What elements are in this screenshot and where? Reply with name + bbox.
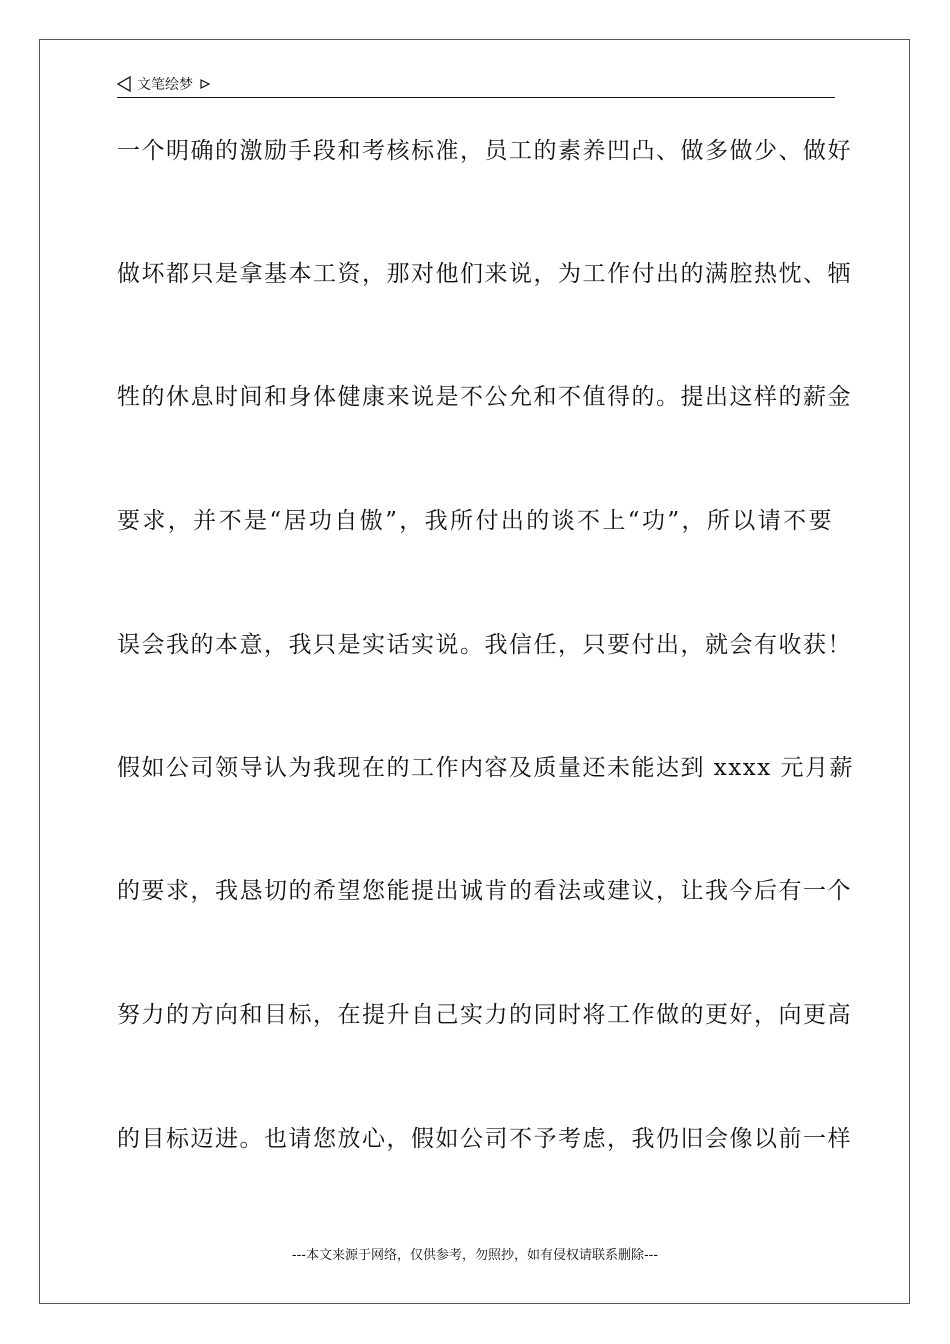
header-title: 文笔绘梦 <box>137 77 193 93</box>
paragraph-line: 努力的方向和目标，在提升自己实力的同时将工作做的更好，向更高 <box>117 1002 852 1028</box>
footer-disclaimer: ---本文来源于网络，仅供参考，勿照抄，如有侵权请联系删除--- <box>291 1248 659 1263</box>
paragraph-line: 的目标迈进。也请您放心，假如公司不予考虑，我仍旧会像以前一样 <box>117 1126 852 1152</box>
triangle-left-icon <box>117 76 131 92</box>
header-divider <box>117 97 835 98</box>
triangle-right-icon <box>199 78 211 90</box>
paragraph-line: 一个明确的激励手段和考核标准，员工的素养凹凸、做多做少、做好 <box>117 138 852 164</box>
page-border <box>39 39 910 1304</box>
paragraph-line: 要求，并不是“居功自傲”，我所付出的谈不上“功”，所以请不要 <box>117 508 833 534</box>
paragraph-line: 牲的休息时间和身体健康来说是不公允和不值得的。提出这样的薪金 <box>117 384 852 410</box>
paragraph-line: 误会我的本意，我只是实话实说。我信任，只要付出，就会有收获！ <box>117 632 852 658</box>
paragraph-line: 做坏都只是拿基本工资，那对他们来说，为工作付出的满腔热忱、牺 <box>117 261 852 287</box>
paragraph-line: 假如公司领导认为我现在的工作内容及质量还未能达到 xxxx 元月薪 <box>117 755 855 781</box>
page-header <box>117 72 211 96</box>
paragraph-line: 的要求，我恳切的希望您能提出诚肯的看法或建议，让我今后有一个 <box>117 878 852 904</box>
